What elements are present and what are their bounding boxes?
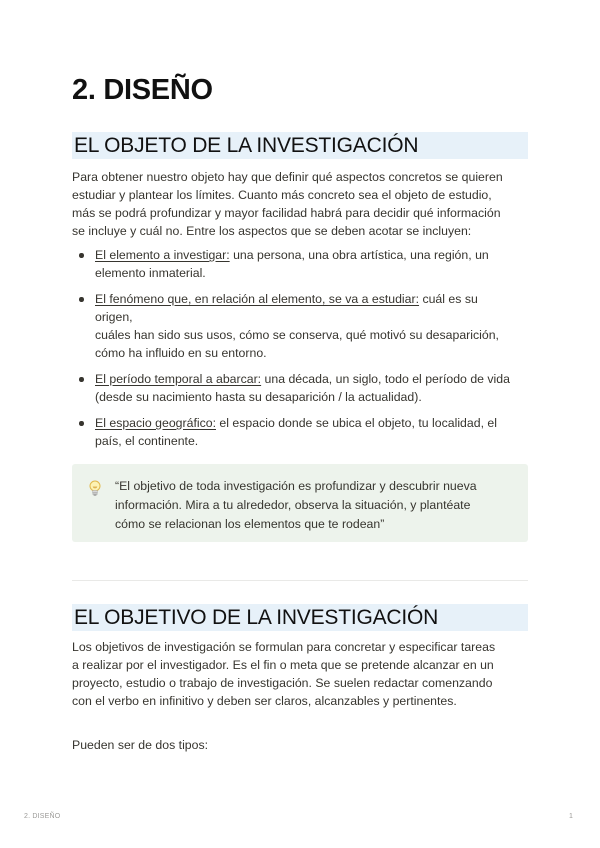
bullet-term: El fenómeno que, en relación al elemento, se va a estudiar: (95, 292, 420, 306)
quote-callout (72, 464, 528, 542)
section-heading-objeto: EL OBJETO DE LA INVESTIGACIÓN (72, 132, 528, 159)
bullet-text: (desde su nacimiento hasta su desaparición / la actualidad). (95, 390, 422, 404)
bullet-text: país, el continente. (95, 434, 199, 448)
intro-line: estudiar y plantear los límites. Cuanto más concreto sea el objeto de estudio, (72, 188, 492, 202)
section2-intro (72, 638, 532, 710)
types-line-text: Pueden ser de dos tipos: (72, 738, 209, 752)
callout-text: cómo se relacionan los elementos que te rodean” (115, 517, 385, 531)
callout-text: información. Mira a tu alrededor, observa la situación, y plantéate (115, 498, 471, 512)
intro-line: más se podrá profundizar y mayor facilidad habrá para decidir qué información (72, 206, 501, 220)
bullet-term: El elemento a investigar: (95, 248, 230, 262)
footer-page-number: 1 (569, 813, 573, 820)
section-divider (72, 580, 528, 581)
bullet-text: una década, un siglo, todo el período de vida (261, 372, 510, 386)
bullet-dot (79, 377, 84, 382)
bullet-text: origen, (95, 310, 133, 324)
lightbulb-icon (89, 480, 101, 498)
bullet-text: elemento inmaterial. (95, 266, 206, 280)
page-title: 2. DISEÑO (72, 74, 213, 106)
intro-line: proyecto, estudio o trabajo de investigación. Se suelen redactar comenzando (72, 676, 493, 690)
bullet-text: cuál es su (419, 292, 478, 306)
bullet-dot (79, 421, 84, 426)
bullet-text: cómo ha influido en su entorno. (95, 346, 267, 360)
types-line (72, 736, 532, 754)
intro-line: se incluye y cuál no. Entre los aspectos que se deben acotar se incluyen: (72, 224, 472, 238)
footer-section-label: 2. DISEÑO (24, 813, 61, 820)
callout-text: “El objetivo de toda investigación es profundizar y descubrir nueva (115, 479, 477, 493)
section1-intro (72, 168, 532, 240)
bullet-term: El espacio geográfico: (95, 416, 216, 430)
intro-line: Para obtener nuestro objeto hay que definir qué aspectos concretos se quieren (72, 170, 503, 184)
bullet-text: cuáles han sido sus usos, cómo se conserva, qué motivó su desaparición, (95, 328, 499, 342)
bullet-text: el espacio donde se ubica el objeto, tu localidad, el (216, 416, 497, 430)
section-heading-objetivo: EL OBJETIVO DE LA INVESTIGACIÓN (72, 604, 528, 631)
intro-line: Los objetivos de investigación se formulan para concretar y especificar tareas (72, 640, 496, 654)
bullet-dot (79, 253, 84, 258)
bullet-term: El período temporal a abarcar: (95, 372, 262, 386)
intro-line: con el verbo en infinitivo y deben ser claros, alcanzables y pertinentes. (72, 694, 457, 708)
intro-line: a realizar por el investigador. Es el fin o meta que se pretende alcanzar en un (72, 658, 494, 672)
bullet-dot (79, 297, 84, 302)
bullet-text: una persona, una obra artística, una región, un (229, 248, 489, 262)
